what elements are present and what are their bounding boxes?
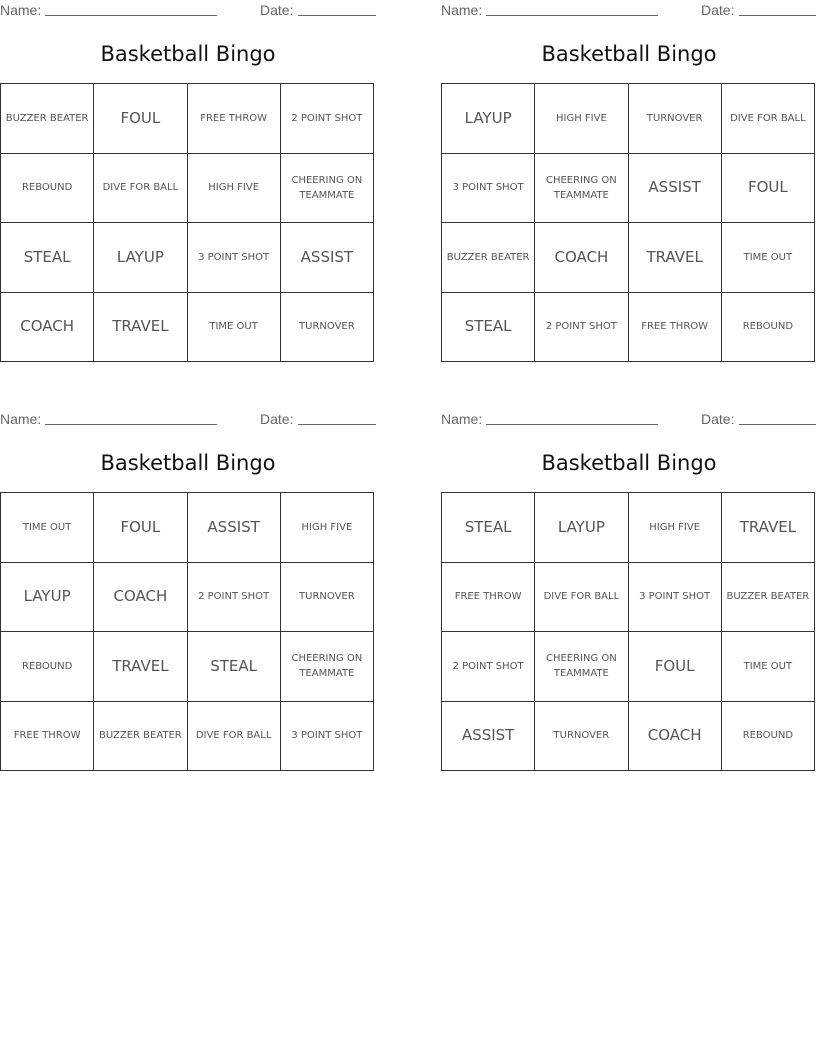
bingo-cell: CHEERING ON TEAMMATE xyxy=(535,153,628,223)
bingo-cell: BUZZER BEATER xyxy=(442,223,535,293)
bingo-row xyxy=(442,632,815,702)
bingo-row xyxy=(1,701,374,771)
bingo-cell: TIME OUT xyxy=(187,292,280,362)
bingo-card xyxy=(0,0,376,336)
bingo-cell: FREE THROW xyxy=(628,292,721,362)
bingo-cell: TIME OUT xyxy=(721,632,814,702)
bingo-cell: FOUL xyxy=(94,493,187,563)
bingo-cell: STEAL xyxy=(442,292,535,362)
name-blank-line xyxy=(486,15,658,16)
bingo-grid xyxy=(441,492,815,771)
bingo-row xyxy=(1,632,374,702)
bingo-cell: DIVE FOR BALL xyxy=(535,562,628,632)
bingo-cell: ASSIST xyxy=(280,223,373,293)
bingo-row xyxy=(442,493,815,563)
bingo-cell: TURNOVER xyxy=(628,84,721,154)
bingo-cell: STEAL xyxy=(187,632,280,702)
bingo-cell: 2 POINT SHOT xyxy=(442,632,535,702)
name-label: Name: xyxy=(441,411,483,427)
bingo-cell: STEAL xyxy=(442,493,535,563)
name-blank-line xyxy=(486,424,658,425)
bingo-row xyxy=(1,562,374,632)
bingo-row xyxy=(442,562,815,632)
name-date-header xyxy=(441,409,816,431)
bingo-row xyxy=(1,493,374,563)
bingo-cell: COACH xyxy=(535,223,628,293)
bingo-cell: COACH xyxy=(628,701,721,771)
bingo-cell: FREE THROW xyxy=(187,84,280,154)
bingo-cell: ASSIST xyxy=(628,153,721,223)
bingo-cell: REBOUND xyxy=(721,292,814,362)
date-blank-line xyxy=(739,15,816,16)
bingo-row xyxy=(442,292,815,362)
bingo-cell: FOUL xyxy=(721,153,814,223)
bingo-grid xyxy=(0,83,374,362)
bingo-cell: DIVE FOR BALL xyxy=(94,153,187,223)
bingo-cell: FOUL xyxy=(94,84,187,154)
bingo-row xyxy=(1,223,374,293)
name-label: Name: xyxy=(441,2,483,18)
bingo-card xyxy=(441,0,816,336)
bingo-cell: TRAVEL xyxy=(94,292,187,362)
bingo-cell: BUZZER BEATER xyxy=(94,701,187,771)
bingo-cell: 3 POINT SHOT xyxy=(280,701,373,771)
bingo-cell: BUZZER BEATER xyxy=(1,84,94,154)
bingo-card xyxy=(0,409,376,742)
bingo-cell: LAYUP xyxy=(94,223,187,293)
bingo-row xyxy=(442,84,815,154)
bingo-cell: LAYUP xyxy=(1,562,94,632)
bingo-row xyxy=(1,84,374,154)
date-label: Date: xyxy=(701,2,735,18)
bingo-cell: DIVE FOR BALL xyxy=(187,701,280,771)
card-title: Basketball Bingo xyxy=(541,42,717,66)
bingo-cell: TURNOVER xyxy=(280,562,373,632)
bingo-cell: TIME OUT xyxy=(721,223,814,293)
name-blank-line xyxy=(45,424,217,425)
bingo-cell: CHEERING ON TEAMMATE xyxy=(535,632,628,702)
bingo-row xyxy=(1,153,374,223)
bingo-cell: 3 POINT SHOT xyxy=(628,562,721,632)
bingo-cell: ASSIST xyxy=(442,701,535,771)
name-label: Name: xyxy=(0,2,42,18)
bingo-cell: COACH xyxy=(1,292,94,362)
bingo-cell: LAYUP xyxy=(535,493,628,563)
date-blank-line xyxy=(298,15,376,16)
date-label: Date: xyxy=(260,2,294,18)
name-date-header xyxy=(0,0,376,22)
bingo-row xyxy=(442,701,815,771)
bingo-cell: REBOUND xyxy=(1,632,94,702)
bingo-cell: FOUL xyxy=(628,632,721,702)
bingo-cell: LAYUP xyxy=(442,84,535,154)
bingo-cell: BUZZER BEATER xyxy=(721,562,814,632)
bingo-cell: DIVE FOR BALL xyxy=(721,84,814,154)
card-title: Basketball Bingo xyxy=(100,451,276,475)
name-date-header xyxy=(441,0,816,22)
bingo-cell: REBOUND xyxy=(1,153,94,223)
card-title: Basketball Bingo xyxy=(100,42,276,66)
bingo-cell: COACH xyxy=(94,562,187,632)
date-blank-line xyxy=(739,424,816,425)
bingo-row xyxy=(442,223,815,293)
name-date-header xyxy=(0,409,376,431)
bingo-cell: HIGH FIVE xyxy=(535,84,628,154)
date-label: Date: xyxy=(701,411,735,427)
bingo-cell: 2 POINT SHOT xyxy=(280,84,373,154)
bingo-cell: 2 POINT SHOT xyxy=(535,292,628,362)
name-label: Name: xyxy=(0,411,42,427)
bingo-cell: REBOUND xyxy=(721,701,814,771)
bingo-card xyxy=(441,409,816,745)
bingo-cell: FREE THROW xyxy=(442,562,535,632)
card-title: Basketball Bingo xyxy=(541,451,717,475)
bingo-row xyxy=(1,292,374,362)
bingo-cell: TRAVEL xyxy=(721,493,814,563)
date-blank-line xyxy=(298,424,376,425)
bingo-cell: CHEERING ON TEAMMATE xyxy=(280,632,373,702)
bingo-grid xyxy=(0,492,374,771)
bingo-cell: TURNOVER xyxy=(535,701,628,771)
bingo-row xyxy=(442,153,815,223)
bingo-cell: TRAVEL xyxy=(94,632,187,702)
bingo-cell: HIGH FIVE xyxy=(187,153,280,223)
bingo-cell: STEAL xyxy=(1,223,94,293)
bingo-cell: ASSIST xyxy=(187,493,280,563)
bingo-cell: 2 POINT SHOT xyxy=(187,562,280,632)
bingo-cell: TRAVEL xyxy=(628,223,721,293)
bingo-cell: HIGH FIVE xyxy=(280,493,373,563)
bingo-cell: HIGH FIVE xyxy=(628,493,721,563)
bingo-cell: 3 POINT SHOT xyxy=(187,223,280,293)
bingo-cell: TIME OUT xyxy=(1,493,94,563)
bingo-cell: FREE THROW xyxy=(1,701,94,771)
date-label: Date: xyxy=(260,411,294,427)
bingo-cell: CHEERING ON TEAMMATE xyxy=(280,153,373,223)
bingo-cell: 3 POINT SHOT xyxy=(442,153,535,223)
bingo-cell: TURNOVER xyxy=(280,292,373,362)
name-blank-line xyxy=(45,15,217,16)
bingo-grid xyxy=(441,83,815,362)
